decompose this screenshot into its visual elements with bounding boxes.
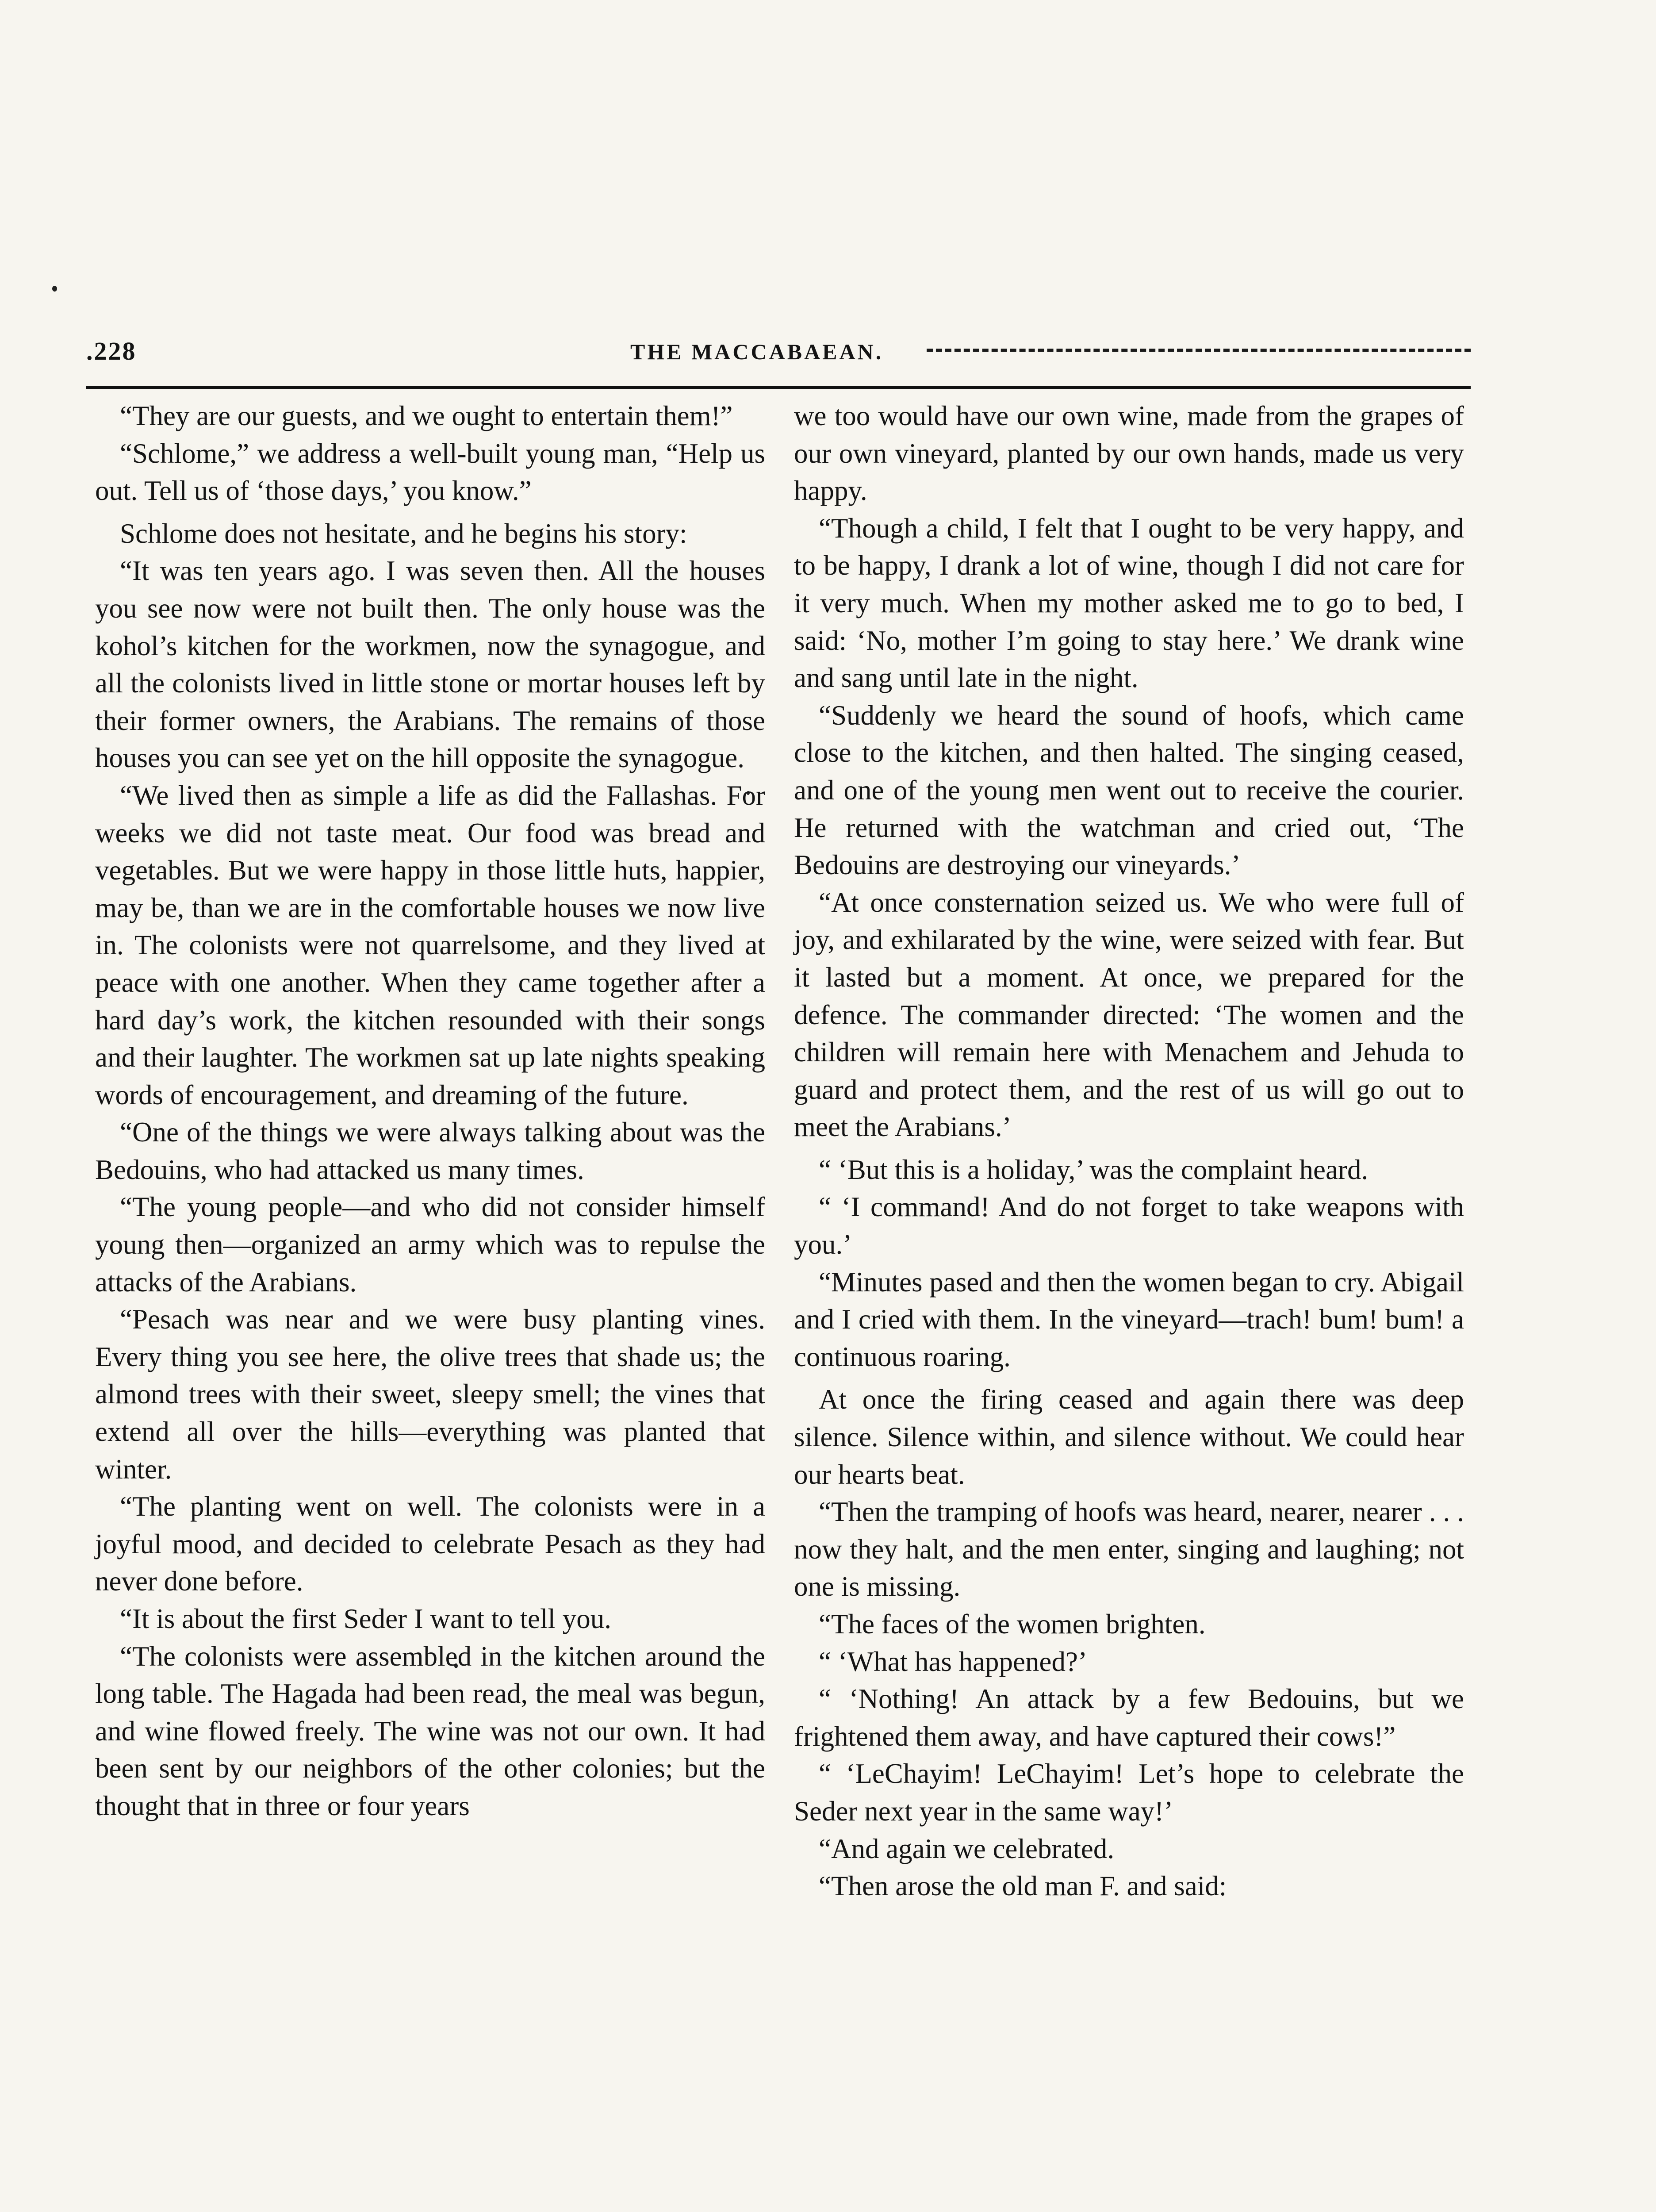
paragraph: “Schlome,” we address a well-built young man, “Help us out. Tell us of ‘those days,’ you know.”: [95, 438, 765, 507]
paragraph: “ ‘LeChayim! LeChayim! Let’s hope to celebrate the Seder next year in the same way!’: [794, 1758, 1464, 1827]
paragraph: “Minutes pased and then the women began to cry. Abigail and I cried with them. In the vineyard—trach! bum! bum! a continuous roaring.: [794, 1266, 1464, 1372]
paragraph: At once the firing ceased and again there was deep silence. Silence within, and silence without. We could hear our hearts beat.: [794, 1384, 1464, 1490]
paragraph: “It is about the first Seder I want to tell you.: [120, 1603, 611, 1634]
running-title: THE MACCABAEAN.: [630, 339, 884, 364]
paragraph: “Suddenly we heard the sound of hoofs, which came close to the kitchen, and then halted. The singing ceased, and one of the young men went out to receive the courier. He returned with the watchman and cried out, ‘The Bedouins are destroying our vineyards.’: [794, 699, 1464, 881]
paragraph: “The planting went on well. The colonists were in a joyful mood, and decided to celebrate Pesach as they had never done before.: [95, 1491, 765, 1597]
paragraph: “At once consternation seized us. We who were full of joy, and exhilarated by the wine, were seized with fear. But it lasted but a moment. At once, we prepared for the defence. The commander directed: ‘The women and the children will remain here with Menachem and Jehuda to guard and protect them, and the rest of us will go out to meet the Arabians.’: [794, 887, 1464, 1143]
paragraph: “We lived then as simple a life as did the Fallashas. For weeks we did not taste meat. Our food was bread and vegetables. But we were happy in those little huts, happier, may be, than we are in the comfortable houses we now live in. The colonists were not quarrelsome, and they lived at peace with one another. When they came together after a hard day’s work, the kitchen resounded with their songs and their laughter. The workmen sat up late nights speaking words of encouragement, and dreaming of the future.: [95, 780, 765, 1110]
paragraph: “And again we celebrated.: [819, 1833, 1115, 1864]
paragraph: “Though a child, I felt that I ought to be very happy, and to be happy, I drank a lot of wine, though I did not care for it very much. When my mother asked me to go to bed, I said: ‘No, mother I’m going to stay here.’ We drank wine and sang until late in the night.: [794, 512, 1464, 694]
paragraph: we too would have our own wine, made from the grapes of our own vineyard, planted by our own hands, made us very happy.: [794, 400, 1464, 507]
paragraph: “The faces of the women brighten.: [819, 1609, 1206, 1640]
paragraph: “Pesach was near and we were busy planting vines. Every thing you see here, the olive trees that shade us; the almond trees with their sweet, sleepy smell; the vines that extend all over the hills—everything was planted that winter.: [95, 1304, 765, 1485]
paragraph: “It was ten years ago. I was seven then. All the houses you see now were not built then. The only house was the kohol’s kitchen for the workmen, now the synagogue, and all the colonists lived in little stone or mortar houses left by their former owners, the Arabians. The remains of those houses you can see yet on the hill opposite the synagogue.: [95, 555, 765, 774]
paragraph: “ ‘But this is a holiday,’ was the complaint heard.: [819, 1154, 1368, 1185]
paragraph: “One of the things we were always talking about was the Bedouins, who had attacked us many times.: [95, 1117, 765, 1185]
paragraph: Schlome does not hesitate, and he begins his story:: [120, 518, 687, 549]
paragraph: “ ‘Nothing! An attack by a few Bedouins, but we frightened them away, and have captured their cows!”: [794, 1683, 1464, 1752]
left-column: [95, 397, 765, 1825]
paragraph: “Then the tramping of hoofs was heard, nearer, nearer . . . now they halt, and the men enter, singing and laughing; not one is missing.: [794, 1496, 1464, 1602]
paragraph: “ ‘What has happened?’: [819, 1646, 1087, 1677]
header-rule: [86, 386, 1471, 389]
header-dashed-rule: [927, 349, 1471, 352]
paragraph: “ ‘I command! And do not forget to take weapons with you.’: [794, 1191, 1464, 1260]
page-number: .228: [86, 337, 137, 365]
ink-speck: [52, 286, 57, 292]
paragraph: “The young people—and who did not consider himself young then—organized an army which was to repulse the attacks of the Arabians.: [95, 1191, 765, 1298]
paragraph: “Then arose the old man F. and said:: [819, 1870, 1227, 1902]
page-header: [86, 336, 1466, 376]
right-column: [794, 397, 1464, 1905]
paragraph: “They are our guests, and we ought to entertain them!”: [120, 400, 733, 431]
paragraph: “The colonists were assembled in the kitchen around the long table. The Hagada had been read, the meal was begun, and wine flowed freely. The wine was not our own. It had been sent by our neighbors of the other colonies; but the thought that in three or four years: [95, 1640, 765, 1821]
